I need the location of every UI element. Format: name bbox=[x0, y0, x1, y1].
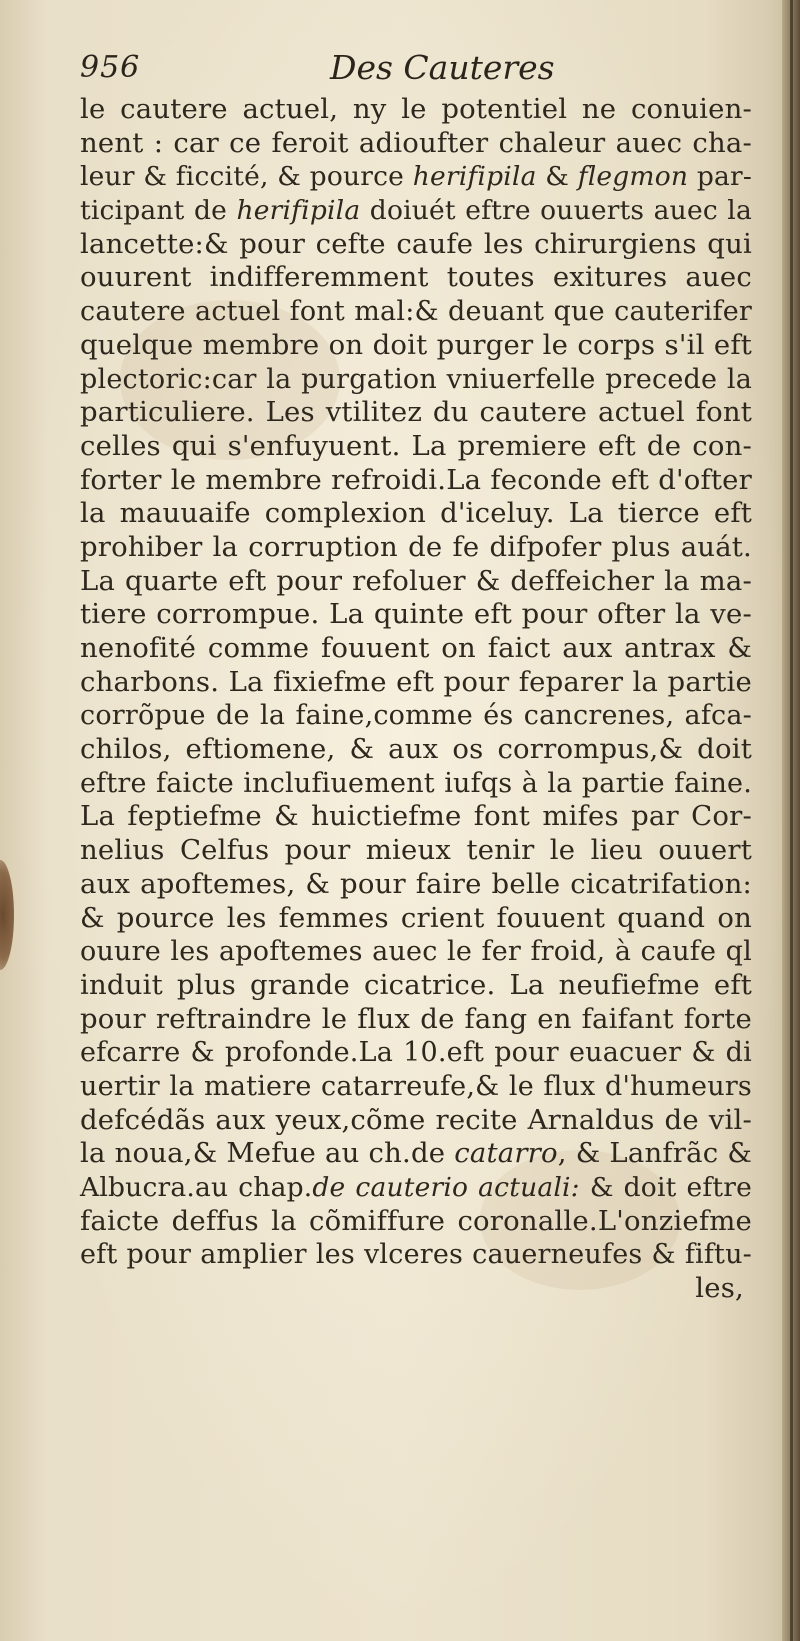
text-segment: defcédãs aux yeux,cõme recite Arnaldus de vil- bbox=[80, 1103, 752, 1136]
text-segment: corrõpue de la faine,comme és cancrenes, afca- bbox=[80, 700, 752, 732]
text-line bbox=[80, 1003, 752, 1037]
italic-text: catarro bbox=[454, 1137, 558, 1170]
text-segment: leur & ficcité, & pource bbox=[80, 161, 413, 193]
text-segment: celles qui s'enfuyuent. La premiere eft de con- bbox=[80, 429, 752, 462]
text-line bbox=[80, 1036, 752, 1070]
text-line bbox=[80, 834, 752, 868]
text-segment: par- bbox=[688, 161, 753, 193]
text-line bbox=[80, 699, 752, 733]
body-text bbox=[80, 93, 752, 1306]
text-segment: pour reftraindre le flux de fang en faifant forte bbox=[80, 1002, 752, 1035]
text-line bbox=[80, 93, 752, 127]
text-segment: le cautere actuel, ny le potentiel ne conuien- bbox=[80, 93, 752, 125]
binding-mark bbox=[0, 860, 14, 970]
text-segment: cautere actuel font mal:& deuant que cauterifer bbox=[80, 296, 752, 328]
text-segment: nelius Celfus pour mieux tenir le lieu ouuert bbox=[80, 834, 752, 867]
text-segment: particuliere. Les vtilitez du cautere actuel font bbox=[80, 396, 752, 429]
text-segment: chilos, eftiomene, & aux os corrompus,& doit bbox=[80, 733, 752, 766]
text-segment: quelque membre on doit purger le corps s'il eft bbox=[80, 328, 752, 361]
text-segment: La feptiefme & huictiefme font mifes par Cor- bbox=[80, 800, 752, 833]
text-segment: ouurent indifferemment toutes exitures auec bbox=[80, 261, 752, 294]
text-line bbox=[80, 261, 752, 295]
text-line bbox=[80, 935, 752, 969]
text-line bbox=[80, 632, 752, 666]
page-header bbox=[80, 48, 740, 98]
text-line bbox=[80, 160, 752, 194]
text-segment: & pource les femmes crient fouuent quand on bbox=[80, 901, 752, 934]
book-spine-edge bbox=[790, 0, 793, 1641]
page-number: 956 bbox=[80, 50, 141, 85]
text-line bbox=[80, 363, 752, 397]
text-line bbox=[80, 228, 752, 262]
text-segment: tiere corrompue. La quinte eft pour ofter la ve- bbox=[80, 598, 752, 631]
text-line bbox=[80, 1171, 752, 1205]
text-segment: faicte deffus la cõmiffure coronalle.L'onziefme bbox=[80, 1204, 752, 1237]
running-title: Des Cauteres bbox=[330, 48, 555, 87]
text-line bbox=[80, 767, 752, 801]
text-segment: eftre faicte inclufiuement iufqs à la partie faine. bbox=[80, 767, 752, 799]
text-line bbox=[80, 1238, 752, 1272]
text-line bbox=[80, 733, 752, 767]
text-line bbox=[80, 430, 752, 464]
text-segment: eft pour amplier les vlceres cauerneufes & fiftu- bbox=[80, 1239, 752, 1271]
text-segment: la mauuaife complexion d'iceluy. La tierce eft bbox=[80, 497, 752, 530]
text-segment: Albucra.au chap. bbox=[80, 1172, 313, 1203]
text-line bbox=[80, 1070, 752, 1104]
text-line bbox=[80, 598, 752, 632]
text-line bbox=[80, 329, 752, 363]
text-line bbox=[80, 295, 752, 329]
text-line bbox=[80, 127, 752, 161]
text-segment: ticipant de bbox=[80, 195, 237, 227]
text-segment: ouure les apoftemes auec le fer froid, à caufe ql bbox=[80, 936, 752, 968]
text-line bbox=[80, 800, 752, 834]
text-line bbox=[80, 1104, 752, 1138]
catchword: les, bbox=[695, 1272, 744, 1305]
italic-text: herifipila bbox=[236, 195, 361, 227]
text-line bbox=[80, 969, 752, 1003]
text-segment: , & Lanfrãc & bbox=[557, 1137, 752, 1170]
text-line bbox=[80, 464, 752, 498]
text-line bbox=[80, 531, 752, 565]
text-segment: nent : car ce feroit adioufter chaleur auec cha- bbox=[80, 126, 752, 159]
text-line bbox=[80, 666, 752, 700]
text-line bbox=[80, 1205, 752, 1239]
text-line bbox=[80, 194, 752, 228]
text-segment: aux apoftemes, & pour faire belle cicatrifation: bbox=[80, 867, 752, 900]
text-segment: & bbox=[536, 161, 578, 193]
text-segment: plectoric:car la purgation vniuerfelle precede la bbox=[80, 363, 752, 395]
text-segment: nenofité comme fouuent on faict aux antrax & bbox=[80, 632, 752, 664]
text-line bbox=[80, 497, 752, 531]
text-segment: charbons. La fixiefme eft pour feparer la partie bbox=[80, 665, 752, 698]
text-line bbox=[80, 868, 752, 902]
text-segment: la noua,& Mefue au ch.de bbox=[80, 1137, 455, 1170]
italic-text: de cauterio actuali: bbox=[312, 1172, 580, 1203]
text-line bbox=[80, 902, 752, 936]
text-segment: & doit eftre bbox=[579, 1172, 752, 1203]
text-segment: induit plus grande cicatrice. La neufiefme eft bbox=[80, 968, 752, 1001]
text-line bbox=[80, 565, 752, 599]
italic-text: flegmon bbox=[577, 161, 689, 193]
text-line bbox=[80, 396, 752, 430]
text-segment: doiuét eftre ouuerts auec la bbox=[360, 195, 752, 227]
text-line bbox=[80, 1137, 752, 1171]
text-segment: prohiber la corruption de fe difpofer plus auát. bbox=[80, 530, 752, 563]
text-segment: forter le membre refroidi.La feconde eft d'ofter bbox=[80, 463, 752, 496]
italic-text: herifipila bbox=[412, 161, 537, 193]
text-segment: efcarre & profonde.La 10.eft pour euacuer & di bbox=[80, 1037, 752, 1069]
text-segment: lancette:& pour cefte caufe les chirurgiens qui bbox=[80, 227, 752, 260]
text-segment: La quarte eft pour refoluer & deffeicher la ma- bbox=[80, 564, 752, 597]
text-segment: uertir la matiere catarreufe,& le flux d'humeurs bbox=[80, 1070, 752, 1102]
